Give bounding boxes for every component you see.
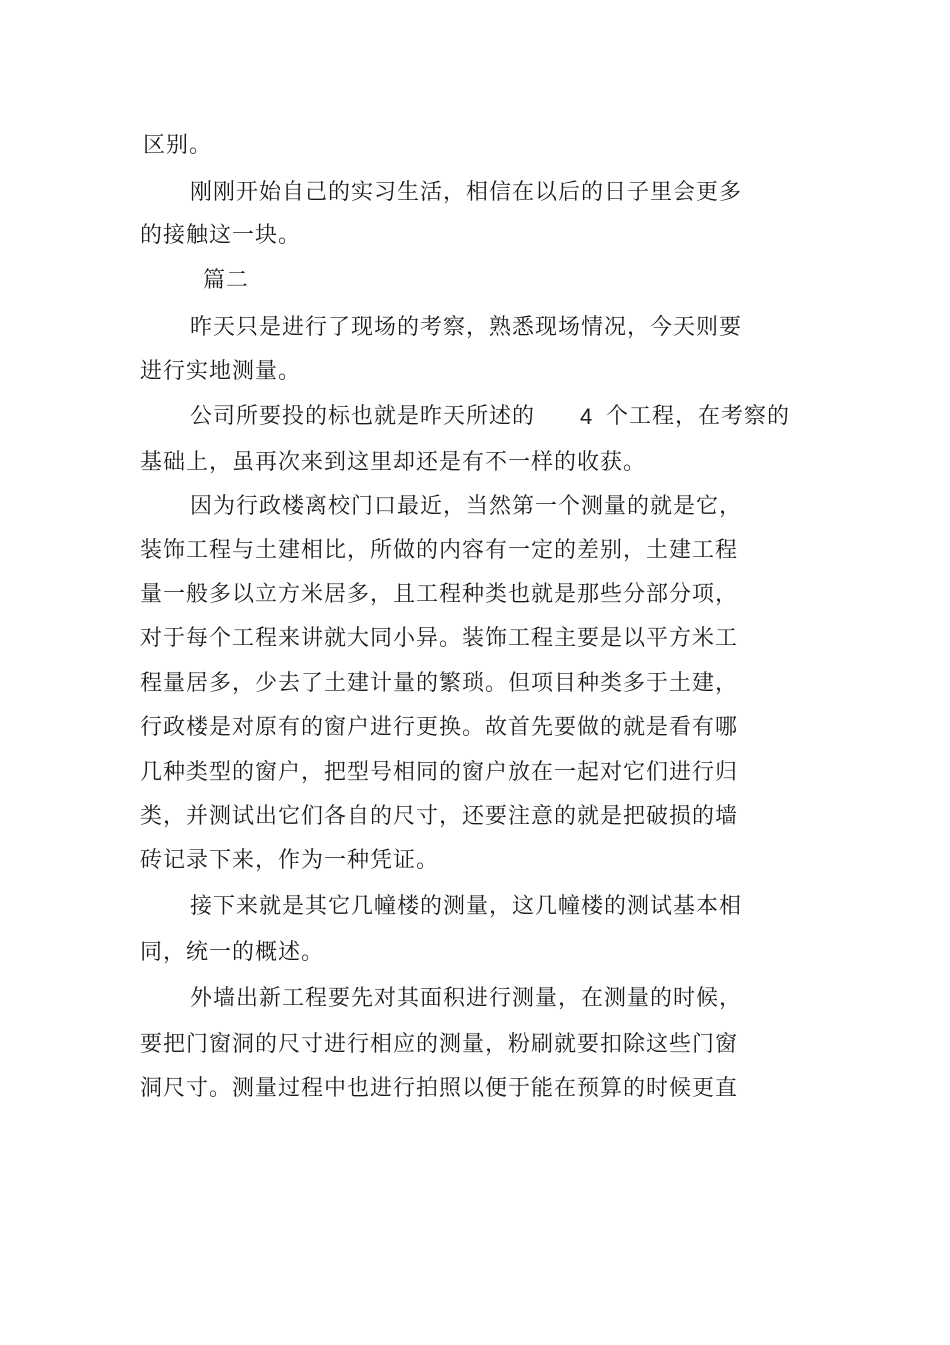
section-heading: 篇二 [203, 268, 250, 293]
text-line: 类，并测试出它们各自的尺寸，还要注意的就是把破损的墙 [140, 804, 739, 829]
text-line: 要把门窗洞的尺寸进行相应的测量，粉刷就要扣除这些门窗 [140, 1032, 739, 1057]
text-line: 砖记录下来，作为一种凭证。 [140, 848, 440, 873]
text-line: 行政楼是对原有的窗户进行更换。故首先要做的就是看有哪 [140, 715, 739, 740]
text-line: 个工程，在考察的 [606, 404, 791, 429]
text-line: 区别。 [143, 133, 213, 158]
text-line: 同，统一的概述。 [140, 940, 325, 965]
text-line: 洞尺寸。测量过程中也进行拍照以便于能在预算的时候更直 [140, 1076, 739, 1101]
paragraph-first-line: 昨天只是进行了现场的考察，熟悉现场情况，今天则要 [190, 315, 743, 340]
text-line: 对于每个工程来讲就大同小异。装饰工程主要是以平方米工 [140, 626, 739, 651]
paragraph-first-line: 刚刚开始自己的实习生活，相信在以后的日子里会更多 [190, 180, 743, 205]
text-line: 的接触这一块。 [140, 223, 302, 248]
text-line: 程量居多，少去了土建计量的繁琐。但项目种类多于土建， [140, 671, 739, 696]
number-value: 4 [580, 404, 594, 429]
paragraph-first-line: 因为行政楼离校门口最近，当然第一个测量的就是它， [190, 494, 743, 519]
text-line: 量一般多以立方米居多，且工程种类也就是那些分部分项， [140, 582, 739, 607]
paragraph-first-line: 公司所要投的标也就是昨天所述的 [190, 404, 536, 429]
text-line: 装饰工程与土建相比，所做的内容有一定的差别，土建工程 [140, 538, 739, 563]
paragraph-first-line: 外墙出新工程要先对其面积进行测量，在测量的时候， [190, 986, 743, 1011]
text-line: 进行实地测量。 [140, 359, 302, 384]
paragraph-first-line: 接下来就是其它几幢楼的测量，这几幢楼的测试基本相 [190, 894, 743, 919]
text-line: 基础上，虽再次来到这里却还是有不一样的收获。 [140, 450, 647, 475]
text-line: 几种类型的窗户，把型号相同的窗户放在一起对它们进行归 [140, 760, 739, 785]
